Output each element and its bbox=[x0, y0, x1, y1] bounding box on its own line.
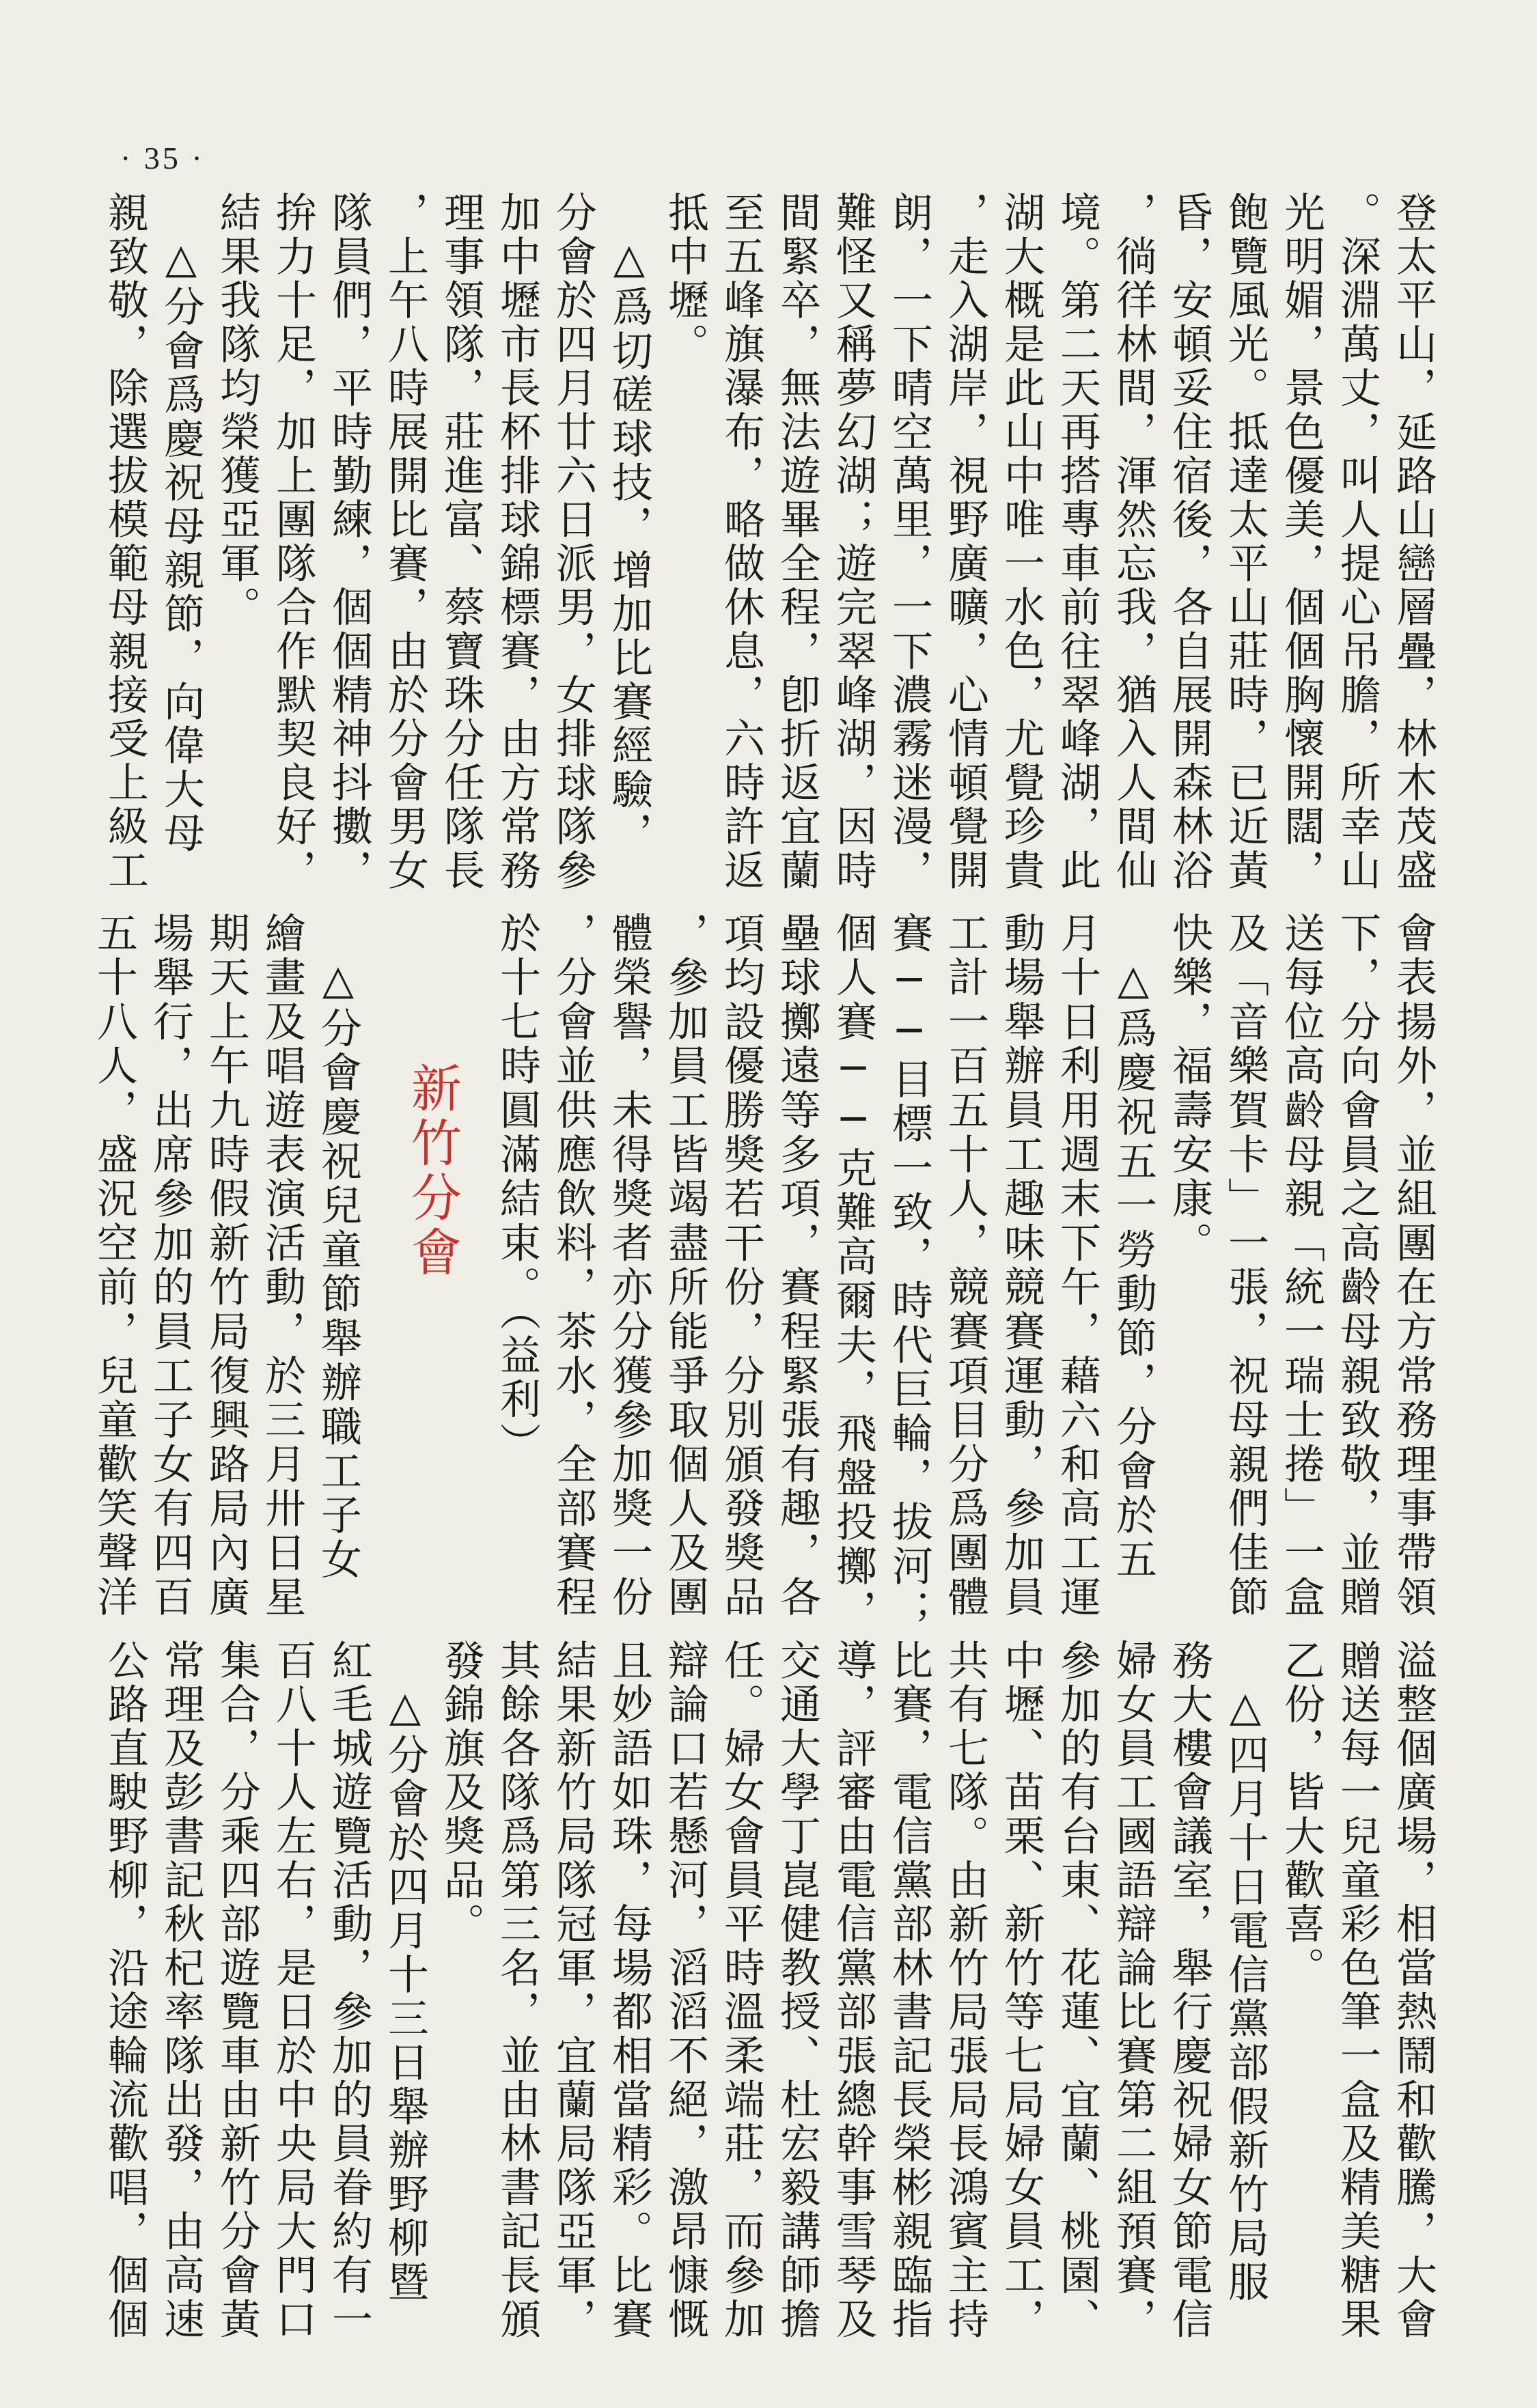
text-column: 月十日利用週末下午，藉六和高工運 bbox=[1053, 912, 1101, 1620]
text-column: ，分會並供應飲料，茶水，全部賽程 bbox=[549, 912, 597, 1620]
text-column: ，走入湖岸，視野廣曠，心情頓覺開 bbox=[941, 191, 989, 893]
text-column: 集合，分乘四部遊覽車由新竹分會黃 bbox=[213, 1639, 261, 2342]
text-column: 理事領隊，莊進富、蔡寶珠分任隊長 bbox=[437, 191, 485, 893]
text-column: 發錦旗及獎品。 bbox=[437, 1639, 485, 1947]
text-column: 分會於四月廿六日派男，女排球隊參 bbox=[549, 191, 597, 893]
text-column: ，上午八時展開比賽，由於分會男女 bbox=[381, 191, 429, 893]
text-column: ，徜徉林間，渾然忘我，猶入人間仙 bbox=[1109, 191, 1157, 893]
text-column: 共有七隊。由新竹局張局長鴻賓主持 bbox=[941, 1639, 989, 2342]
text-column: 乙份，皆大歡喜。 bbox=[1277, 1639, 1325, 1991]
text-column: 結果新竹局隊冠軍，宜蘭局隊亞軍， bbox=[549, 1639, 597, 2342]
text-column: 繪畫及唱遊表演活動，於三月卅日星 bbox=[258, 912, 306, 1620]
text-column: 難怪又稱夢幻湖；遊完翠峰湖，因時 bbox=[829, 191, 877, 893]
text-column: 朗，一下晴空萬里，一下濃霧迷漫， bbox=[885, 191, 933, 893]
text-column: 贈送每一兒童彩色筆一盒及精美糖果 bbox=[1333, 1639, 1381, 2342]
text-column: 且妙語如珠，每場都相當精彩。比賽 bbox=[605, 1639, 653, 2342]
text-column: △爲切磋球技，增加比賽經驗， bbox=[605, 191, 653, 856]
text-column: 辯論口若懸河，滔滔不絕，激昂慷慨 bbox=[661, 1639, 709, 2342]
text-column: 項均設優勝獎若干份，分別頒發獎品 bbox=[717, 912, 765, 1620]
text-column: 任。婦女會員平時溫柔端莊，而參加 bbox=[717, 1639, 765, 2342]
text-column: 紅毛城遊覽活動，參加的員眷約有一 bbox=[325, 1639, 373, 2342]
text-column: 期天上午九時假新竹局復興路局內廣 bbox=[202, 912, 250, 1620]
text-column: 昏，安頓妥住宿後，各自展開森林浴 bbox=[1165, 191, 1213, 893]
text-column: 拚力十足，加上團隊合作默契良好， bbox=[269, 191, 317, 893]
text-column: 體榮譽，未得獎者亦分獲參加獎一份 bbox=[605, 912, 653, 1620]
text-column: 飽覽風光。抵達太平山莊時，已近黃 bbox=[1221, 191, 1269, 893]
text-column: 溢整個廣場，相當熱鬧和歡騰，大會 bbox=[1389, 1639, 1437, 2342]
text-column: 親致敬，除選拔模範母親接受上級工 bbox=[101, 191, 149, 893]
text-column: 及「音樂賀卡」一張，祝母親們佳節 bbox=[1221, 912, 1269, 1620]
text-column: 加中壢市長杯排球錦標賽，由方常務 bbox=[493, 191, 541, 893]
text-column: 務大樓會議室，舉行慶祝婦女節電信 bbox=[1165, 1639, 1213, 2342]
text-column: 場舉行，出席參加的員工子女有四百 bbox=[146, 912, 194, 1620]
text-column: 賽──目標一致，時代巨輪，拔河； bbox=[885, 912, 933, 1634]
text-column: 中壢、苗栗、新竹等七局婦女員工， bbox=[997, 1639, 1045, 2342]
text-column: 動場舉辦員工趣味競賽運動，參加員 bbox=[997, 912, 1045, 1620]
text-block-middle bbox=[90, 912, 1441, 1634]
text-column: ，參加員工皆竭盡所能爭取個人及團 bbox=[661, 912, 709, 1620]
text-column: 比賽，電信黨部林書記長榮彬親臨指 bbox=[885, 1639, 933, 2342]
text-column: 間緊卒，無法遊畢全程，卽折返宜蘭 bbox=[773, 191, 821, 893]
text-block-upper bbox=[96, 191, 1441, 893]
text-column: 婦女員工國語辯論比賽第二組預賽， bbox=[1109, 1639, 1157, 2342]
text-column: 個人賽──克難高爾夫，飛盤投擲， bbox=[829, 912, 877, 1634]
section-heading: 新竹分會 bbox=[403, 1062, 462, 1280]
text-column: 工計一百五十人，競賽項目分爲團體 bbox=[941, 912, 989, 1620]
text-column: 會表揚外，並組團在方常務理事帶領 bbox=[1389, 912, 1437, 1620]
text-column: 光明媚，景色優美，個個胸懷開闊， bbox=[1277, 191, 1325, 893]
text-column: 下，分向會員之高齡母親致敬，並贈 bbox=[1333, 912, 1381, 1620]
text-column: 。深淵萬丈，叫人提心吊膽，所幸山 bbox=[1333, 191, 1381, 893]
text-column: 境。第二天再搭專車前往翠峰湖，此 bbox=[1053, 191, 1101, 893]
text-column: 湖大概是此山中唯一水色，尤覺珍貴 bbox=[997, 191, 1045, 893]
text-column: 導，評審由電信黨部張總幹事雪琴及 bbox=[829, 1639, 877, 2342]
text-column: 其餘各隊爲第三名，並由林書記長頒 bbox=[493, 1639, 541, 2342]
text-column: 抵中壢。 bbox=[661, 191, 709, 367]
text-column: 公路直駛野柳，沿途輪流歡唱，個個 bbox=[101, 1639, 149, 2342]
text-column: 壘球擲遠等多項，賽程緊張有趣，各 bbox=[773, 912, 821, 1620]
text-block-lower bbox=[96, 1639, 1441, 2342]
text-column: 常理及彭書記秋杞率隊出發，由高速 bbox=[157, 1639, 205, 2342]
text-column: 參加的有台東、花蓮、宜蘭、桃園、 bbox=[1053, 1639, 1101, 2342]
text-column: 送每位高齡母親「統一瑞士捲」一盒 bbox=[1277, 912, 1325, 1620]
text-column: △四月十日電信黨部假新竹局服 bbox=[1221, 1639, 1269, 2305]
text-column: 快樂，福壽安康。 bbox=[1165, 912, 1213, 1266]
page-number: · 35 · bbox=[120, 141, 205, 176]
text-column: △分會慶祝兒童節舉辦職工子女 bbox=[314, 912, 362, 1582]
text-column: 於十七時圓滿結束。（益利） bbox=[493, 912, 541, 1467]
text-column: 至五峰旗瀑布，略做休息，六時許返 bbox=[717, 191, 765, 893]
text-column: 百八十人左右，是日於中央局大門口 bbox=[269, 1639, 317, 2342]
text-column: 五十八人，盛況空前，兒童歡笑聲洋 bbox=[90, 912, 138, 1620]
text-column: △分會爲慶祝母親節，向偉大母 bbox=[157, 191, 205, 856]
text-column: 登太平山，延路山巒層疊，林木茂盛 bbox=[1389, 191, 1437, 893]
text-column: 隊員們，平時勤練，個個精神抖擻， bbox=[325, 191, 373, 893]
text-column: 結果我隊均榮獲亞軍。 bbox=[213, 191, 261, 630]
text-column: △爲慶祝五一勞動節，分會於五 bbox=[1109, 912, 1157, 1582]
text-column: 交通大學丁崑健教授、杜宏毅講師擔 bbox=[773, 1639, 821, 2342]
text-column: △分會於四月十三日舉辦野柳暨 bbox=[381, 1639, 429, 2305]
